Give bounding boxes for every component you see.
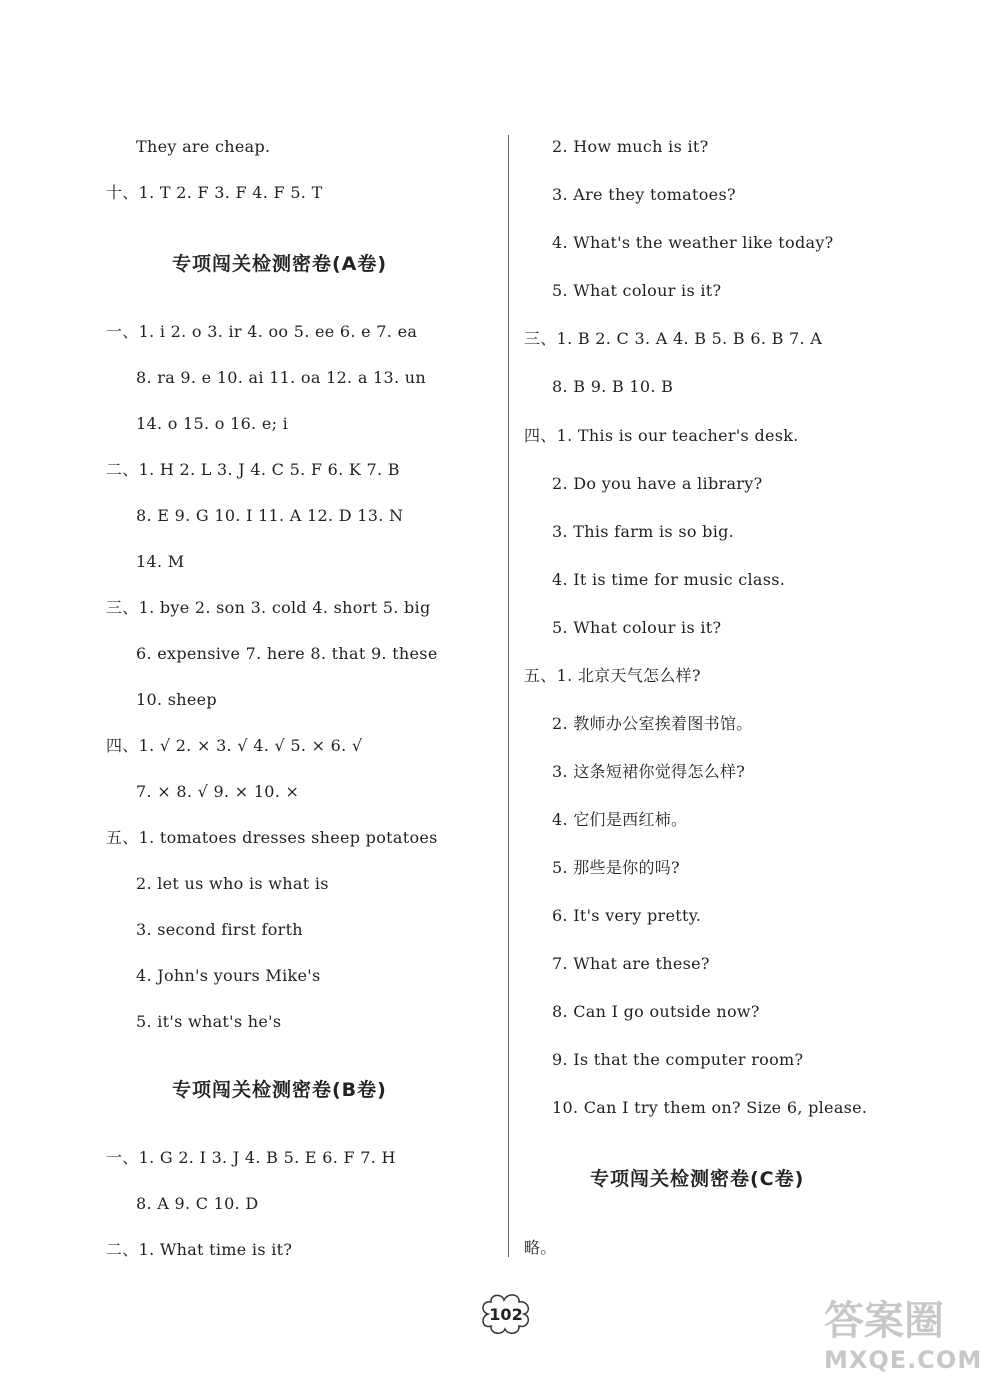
answer-line: 略。	[524, 1238, 557, 1257]
answer-line: 3. Are they tomatoes?	[552, 185, 736, 204]
answer-line: 2. 教师办公室挨着图书馆。	[552, 714, 753, 733]
answer-line: 3. second first forth	[136, 920, 303, 939]
answer-line: 一、1. G 2. I 3. J 4. B 5. E 6. F 7. H	[106, 1148, 396, 1167]
section-heading-c: 专项闯关检测密卷(C卷)	[590, 1168, 805, 1190]
answer-line: 五、1. tomatoes dresses sheep potatoes	[106, 828, 438, 847]
answer-line: 四、1. This is our teacher's desk.	[524, 426, 799, 445]
answer-line: 十、1. T 2. F 3. F 4. F 5. T	[106, 183, 323, 202]
answer-line: 8. ra 9. e 10. ai 11. oa 12. a 13. un	[136, 368, 426, 387]
watermark-text: 答案圈	[824, 1298, 944, 1344]
answer-line: 8. B 9. B 10. B	[552, 377, 674, 396]
answer-line: They are cheap.	[136, 137, 271, 156]
answer-line: 2. How much is it?	[552, 137, 709, 156]
answer-line: 5. 那些是你的吗?	[552, 858, 680, 877]
answer-line: 3. This farm is so big.	[552, 522, 735, 541]
answer-line: 二、1. H 2. L 3. J 4. C 5. F 6. K 7. B	[106, 460, 400, 479]
page-number-badge	[478, 1292, 534, 1336]
answer-line: 4. It is time for music class.	[552, 570, 786, 589]
answer-line: 4. John's yours Mike's	[136, 966, 321, 985]
answer-line: 2. let us who is what is	[136, 874, 329, 893]
answer-line: 7. What are these?	[552, 954, 710, 973]
answer-line: 二、1. What time is it?	[106, 1240, 293, 1259]
answer-line: 14. o 15. o 16. e; i	[136, 414, 289, 433]
answer-line: 9. Is that the computer room?	[552, 1050, 804, 1069]
answer-line: 5. it's what's he's	[136, 1012, 282, 1031]
section-heading-a: 专项闯关检测密卷(A卷)	[172, 253, 388, 275]
answer-line: 四、1. √ 2. × 3. √ 4. √ 5. × 6. √	[106, 736, 363, 755]
section-heading-b: 专项闯关检测密卷(B卷)	[172, 1079, 387, 1101]
page-number: 102	[489, 1304, 523, 1324]
answer-line: 5. What colour is it?	[552, 281, 722, 300]
column-divider	[508, 135, 509, 1257]
answer-line: 8. E 9. G 10. I 11. A 12. D 13. N	[136, 506, 404, 525]
answer-line: 6. It's very pretty.	[552, 906, 702, 925]
answer-line: 一、1. i 2. o 3. ir 4. oo 5. ee 6. e 7. ea	[106, 322, 418, 341]
answer-line: 3. 这条短裙你觉得怎么样?	[552, 762, 746, 781]
answer-line: 14. M	[136, 552, 185, 571]
answer-line: 7. × 8. √ 9. × 10. ×	[136, 782, 300, 801]
answer-line: 10. Can I try them on? Size 6, please.	[552, 1098, 868, 1117]
answer-line: 三、1. bye 2. son 3. cold 4. short 5. big	[106, 598, 431, 617]
answer-line: 8. A 9. C 10. D	[136, 1194, 259, 1213]
answer-line: 8. Can I go outside now?	[552, 1002, 760, 1021]
answer-line: 4. What's the weather like today?	[552, 233, 834, 252]
watermark-logo	[818, 1288, 996, 1376]
answer-line: 三、1. B 2. C 3. A 4. B 5. B 6. B 7. A	[524, 329, 823, 348]
answer-line: 2. Do you have a library?	[552, 474, 763, 493]
watermark-url: MXQE.COM	[824, 1346, 983, 1374]
answer-line: 4. 它们是西红柿。	[552, 810, 688, 829]
answer-line: 5. What colour is it?	[552, 618, 722, 637]
answer-line: 10. sheep	[136, 690, 217, 709]
answer-line: 五、1. 北京天气怎么样?	[524, 666, 701, 685]
answer-line: 6. expensive 7. here 8. that 9. these	[136, 644, 438, 663]
